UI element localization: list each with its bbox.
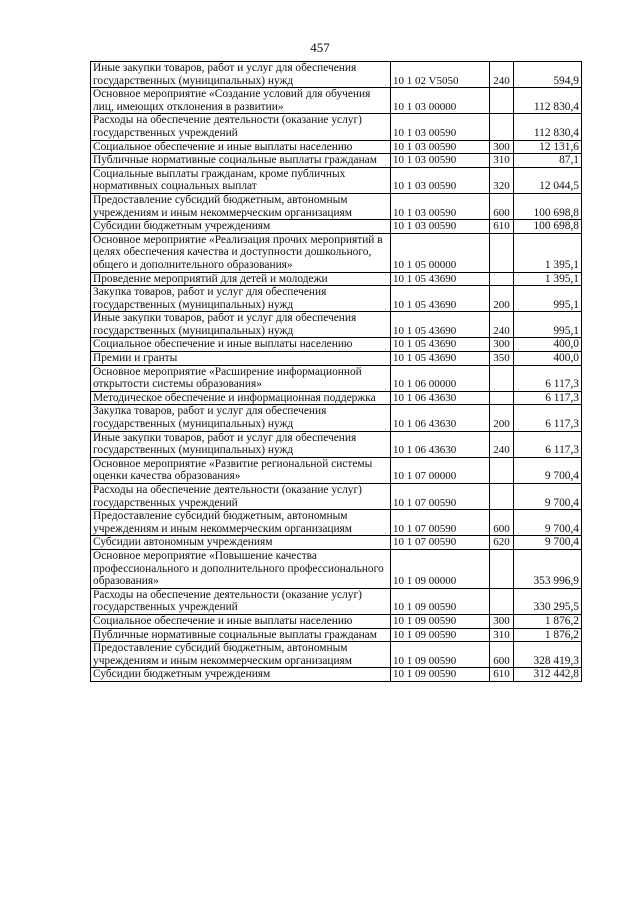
row-name-cell: Предоставление субсидий бюджетным, автономным учреждениям и иным некоммерческим организациям (91, 510, 391, 536)
table-row (91, 220, 582, 234)
row-expense-type-cell: 200 (490, 286, 514, 312)
row-name-cell: Социальное обеспечение и иные выплаты населению (91, 614, 391, 628)
table-row (91, 549, 582, 588)
row-amount-cell: 328 419,3 (514, 642, 582, 668)
row-name-cell: Проведение мероприятий для детей и молодежи (91, 272, 391, 286)
row-expense-type-cell (490, 365, 514, 391)
row-amount-cell: 9 700,4 (514, 510, 582, 536)
row-code-cell: 10 1 07 00590 (391, 536, 490, 550)
row-expense-type-cell (490, 588, 514, 614)
row-name-cell: Субсидии бюджетным учреждениям (91, 668, 391, 682)
row-expense-type-cell: 600 (490, 193, 514, 219)
page-number: 457 (310, 40, 330, 55)
row-amount-cell: 112 830,4 (514, 114, 582, 140)
row-name-cell: Иные закупки товаров, работ и услуг для обеспечения государственных (муниципальных) нужд (91, 431, 391, 457)
row-code-cell: 10 1 07 00590 (391, 484, 490, 510)
table-row (91, 588, 582, 614)
row-name-cell: Методическое обеспечение и информационная поддержка (91, 391, 391, 405)
row-expense-type-cell (490, 549, 514, 588)
row-expense-type-cell (490, 272, 514, 286)
table-row (91, 510, 582, 536)
table-row (91, 628, 582, 642)
row-expense-type-cell: 610 (490, 220, 514, 234)
row-expense-type-cell: 620 (490, 536, 514, 550)
row-code-cell: 10 1 03 00590 (391, 193, 490, 219)
row-name-cell: Основное мероприятие «Реализация прочих мероприятий в целях обеспечения качества и доступности дошкольного, общего и дополнительного образования» (91, 233, 391, 272)
row-expense-type-cell: 200 (490, 405, 514, 431)
table-row (91, 365, 582, 391)
row-name-cell: Публичные нормативные социальные выплаты гражданам (91, 154, 391, 168)
row-amount-cell: 6 117,3 (514, 405, 582, 431)
row-code-cell: 10 1 03 00590 (391, 220, 490, 234)
budget-table (90, 61, 582, 682)
row-code-cell: 10 1 05 43690 (391, 338, 490, 352)
row-name-cell: Социальное обеспечение и иные выплаты населению (91, 140, 391, 154)
table-row (91, 114, 582, 140)
row-code-cell: 10 1 03 00590 (391, 114, 490, 140)
row-code-cell: 10 1 06 43630 (391, 391, 490, 405)
row-amount-cell: 400,0 (514, 338, 582, 352)
table-row (91, 140, 582, 154)
row-code-cell: 10 1 05 43690 (391, 272, 490, 286)
row-code-cell: 10 1 05 43690 (391, 352, 490, 366)
row-amount-cell: 12 131,6 (514, 140, 582, 154)
row-expense-type-cell: 600 (490, 642, 514, 668)
row-expense-type-cell (490, 484, 514, 510)
row-name-cell: Расходы на обеспечение деятельности (оказание услуг) государственных учреждений (91, 588, 391, 614)
row-code-cell: 10 1 09 00590 (391, 614, 490, 628)
row-amount-cell: 1 395,1 (514, 233, 582, 272)
row-amount-cell: 594,9 (514, 62, 582, 88)
row-amount-cell: 312 442,8 (514, 668, 582, 682)
row-expense-type-cell (490, 114, 514, 140)
row-name-cell: Закупка товаров, работ и услуг для обеспечения государственных (муниципальных) нужд (91, 405, 391, 431)
budget-table-body (91, 62, 582, 682)
row-name-cell: Социальное обеспечение и иные выплаты населению (91, 338, 391, 352)
table-row (91, 286, 582, 312)
row-code-cell: 10 1 06 43630 (391, 405, 490, 431)
row-name-cell: Премии и гранты (91, 352, 391, 366)
row-expense-type-cell: 240 (490, 62, 514, 88)
row-amount-cell: 9 700,4 (514, 484, 582, 510)
row-code-cell: 10 1 07 00590 (391, 510, 490, 536)
table-row (91, 484, 582, 510)
row-name-cell: Расходы на обеспечение деятельности (оказание услуг) государственных учреждений (91, 114, 391, 140)
row-expense-type-cell: 610 (490, 668, 514, 682)
row-code-cell: 10 1 03 00590 (391, 167, 490, 193)
row-code-cell: 10 1 07 00000 (391, 457, 490, 483)
row-expense-type-cell (490, 88, 514, 114)
row-code-cell: 10 1 03 00590 (391, 154, 490, 168)
row-name-cell: Субсидии бюджетным учреждениям (91, 220, 391, 234)
row-code-cell: 10 1 02 V5050 (391, 62, 490, 88)
table-row (91, 352, 582, 366)
row-amount-cell: 100 698,8 (514, 193, 582, 219)
table-row (91, 642, 582, 668)
row-name-cell: Основное мероприятие «Повышение качества профессионального и дополнительного профессионального образования» (91, 549, 391, 588)
row-expense-type-cell (490, 457, 514, 483)
row-expense-type-cell: 310 (490, 628, 514, 642)
row-name-cell: Публичные нормативные социальные выплаты гражданам (91, 628, 391, 642)
row-amount-cell: 995,1 (514, 312, 582, 338)
row-amount-cell: 6 117,3 (514, 391, 582, 405)
row-name-cell: Основное мероприятие «Создание условий для обучения лиц, имеющих отклонения в развитии» (91, 88, 391, 114)
row-amount-cell: 995,1 (514, 286, 582, 312)
row-name-cell: Основное мероприятие «Расширение информационной открытости системы образования» (91, 365, 391, 391)
row-expense-type-cell: 240 (490, 312, 514, 338)
row-expense-type-cell: 600 (490, 510, 514, 536)
table-row (91, 167, 582, 193)
table-row (91, 431, 582, 457)
row-amount-cell: 330 295,5 (514, 588, 582, 614)
row-code-cell: 10 1 05 43690 (391, 286, 490, 312)
row-amount-cell: 6 117,3 (514, 365, 582, 391)
row-amount-cell: 1 876,2 (514, 614, 582, 628)
row-expense-type-cell: 300 (490, 140, 514, 154)
table-row (91, 312, 582, 338)
row-amount-cell: 100 698,8 (514, 220, 582, 234)
row-code-cell: 10 1 03 00590 (391, 140, 490, 154)
row-name-cell: Предоставление субсидий бюджетным, автономным учреждениям и иным некоммерческим организациям (91, 193, 391, 219)
row-expense-type-cell: 350 (490, 352, 514, 366)
row-code-cell: 10 1 06 00000 (391, 365, 490, 391)
row-code-cell: 10 1 05 00000 (391, 233, 490, 272)
table-row (91, 391, 582, 405)
row-amount-cell: 6 117,3 (514, 431, 582, 457)
row-amount-cell: 9 700,4 (514, 536, 582, 550)
table-row (91, 338, 582, 352)
row-expense-type-cell: 240 (490, 431, 514, 457)
row-amount-cell: 9 700,4 (514, 457, 582, 483)
row-amount-cell: 353 996,9 (514, 549, 582, 588)
table-row (91, 405, 582, 431)
row-amount-cell: 1 395,1 (514, 272, 582, 286)
row-expense-type-cell: 310 (490, 154, 514, 168)
table-row (91, 193, 582, 219)
row-code-cell: 10 1 09 00590 (391, 642, 490, 668)
row-name-cell: Закупка товаров, работ и услуг для обеспечения государственных (муниципальных) нужд (91, 286, 391, 312)
row-code-cell: 10 1 09 00590 (391, 668, 490, 682)
row-amount-cell: 87,1 (514, 154, 582, 168)
table-row (91, 668, 582, 682)
row-name-cell: Социальные выплаты гражданам, кроме публичных нормативных социальных выплат (91, 167, 391, 193)
row-code-cell: 10 1 09 00590 (391, 628, 490, 642)
row-code-cell: 10 1 05 43690 (391, 312, 490, 338)
row-name-cell: Субсидии автономным учреждениям (91, 536, 391, 550)
table-row (91, 62, 582, 88)
row-code-cell: 10 1 06 43630 (391, 431, 490, 457)
table-row (91, 614, 582, 628)
row-name-cell: Иные закупки товаров, работ и услуг для обеспечения государственных (муниципальных) нужд (91, 312, 391, 338)
row-code-cell: 10 1 03 00000 (391, 88, 490, 114)
table-row (91, 272, 582, 286)
row-expense-type-cell: 300 (490, 614, 514, 628)
table-row (91, 457, 582, 483)
table-row (91, 154, 582, 168)
row-code-cell: 10 1 09 00000 (391, 549, 490, 588)
table-row (91, 88, 582, 114)
row-amount-cell: 400,0 (514, 352, 582, 366)
row-expense-type-cell: 300 (490, 338, 514, 352)
row-expense-type-cell (490, 233, 514, 272)
table-row (91, 536, 582, 550)
row-name-cell: Расходы на обеспечение деятельности (оказание услуг) государственных учреждений (91, 484, 391, 510)
row-expense-type-cell: 320 (490, 167, 514, 193)
row-code-cell: 10 1 09 00590 (391, 588, 490, 614)
row-amount-cell: 112 830,4 (514, 88, 582, 114)
row-name-cell: Основное мероприятие «Развитие региональной системы оценки качества образования» (91, 457, 391, 483)
row-name-cell: Иные закупки товаров, работ и услуг для обеспечения государственных (муниципальных) нужд (91, 62, 391, 88)
row-expense-type-cell (490, 391, 514, 405)
table-row (91, 233, 582, 272)
row-amount-cell: 12 044,5 (514, 167, 582, 193)
row-amount-cell: 1 876,2 (514, 628, 582, 642)
row-name-cell: Предоставление субсидий бюджетным, автономным учреждениям и иным некоммерческим организациям (91, 642, 391, 668)
